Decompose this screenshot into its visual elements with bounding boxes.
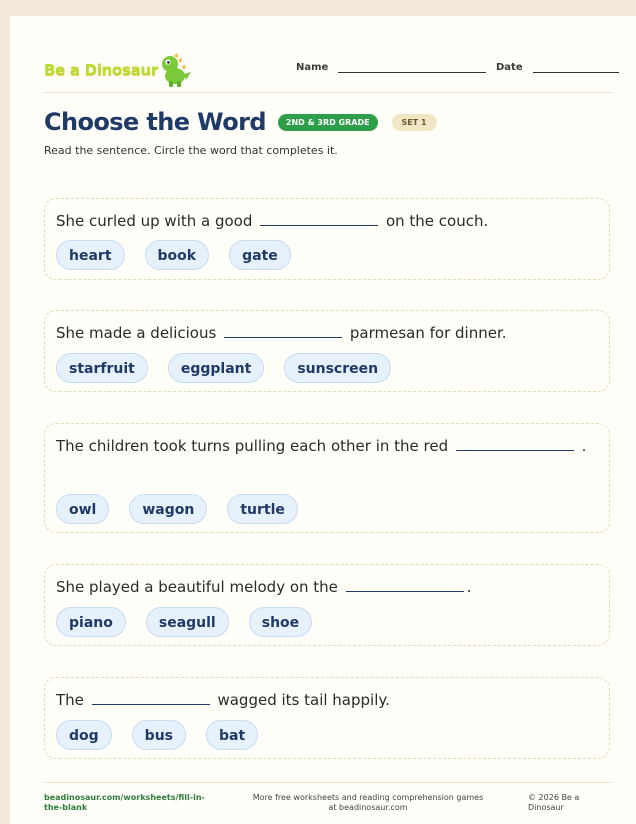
choice-list	[56, 494, 298, 524]
choice-pill[interactable]: piano	[56, 607, 126, 637]
choice-pill[interactable]: bus	[132, 720, 186, 750]
title-row	[44, 108, 437, 136]
choice-list	[56, 607, 312, 637]
question-sentence	[56, 321, 599, 345]
page-title: Choose the Word	[44, 108, 266, 136]
sentence-after: .	[581, 437, 587, 455]
answer-blank	[456, 436, 574, 451]
question-card	[44, 677, 610, 759]
sentence-before: She curled up with a good	[56, 212, 253, 230]
choice-list	[56, 720, 258, 750]
footer-promo: More free worksheets and reading comprehension games at beadinosaur.com	[252, 793, 484, 812]
grade-badge: 2ND & 3RD GRADE	[278, 114, 378, 131]
question-card	[44, 423, 610, 533]
choice-pill[interactable]: starfruit	[56, 353, 148, 383]
choice-pill[interactable]: sunscreen	[284, 353, 391, 383]
choice-pill[interactable]: turtle	[227, 494, 298, 524]
footer-url-link[interactable]: beadinosaur.com/worksheets/fill-in-the-blank	[44, 793, 205, 812]
sentence-before: The children took turns pulling each other in the red	[56, 437, 449, 455]
date-label: Date	[496, 62, 523, 73]
sentence-after: wagged its tail happily.	[217, 691, 390, 709]
name-label: Name	[296, 62, 329, 73]
choice-pill[interactable]: heart	[56, 240, 125, 270]
answer-blank	[92, 690, 210, 705]
choice-list	[56, 353, 391, 383]
choice-pill[interactable]: wagon	[129, 494, 207, 524]
choice-pill[interactable]: owl	[56, 494, 109, 524]
choice-pill[interactable]: dog	[56, 720, 112, 750]
set-badge: SET 1	[392, 114, 437, 131]
sentence-after: parmesan for dinner.	[349, 324, 507, 342]
answer-blank	[346, 577, 464, 592]
question-card	[44, 310, 610, 392]
dinosaur-icon	[154, 50, 194, 90]
question-card	[44, 564, 610, 646]
worksheet-footer	[44, 782, 612, 812]
choice-pill[interactable]: bat	[206, 720, 258, 750]
question-sentence	[56, 688, 599, 712]
sentence-before: She played a beautiful melody on the	[56, 578, 338, 596]
sentence-before: The	[56, 691, 84, 709]
choice-pill[interactable]: seagull	[146, 607, 229, 637]
name-field[interactable]	[296, 60, 486, 73]
sentence-before: She made a delicious	[56, 324, 217, 342]
answer-blank	[224, 323, 342, 338]
worksheet-page	[10, 16, 636, 824]
choice-pill[interactable]: book	[145, 240, 210, 270]
question-sentence	[56, 209, 599, 233]
choice-pill[interactable]: gate	[229, 240, 291, 270]
question-sentence	[56, 434, 599, 458]
question-sentence	[56, 575, 599, 599]
choice-pill[interactable]: shoe	[249, 607, 312, 637]
date-field[interactable]	[496, 60, 619, 73]
name-line[interactable]	[338, 60, 486, 73]
choice-pill[interactable]: eggplant	[168, 353, 264, 383]
answer-blank	[260, 211, 378, 226]
date-line[interactable]	[533, 60, 619, 73]
question-card	[44, 198, 610, 280]
instructions: Read the sentence. Circle the word that completes it.	[44, 144, 338, 157]
logo-text: Be a Dinosaur	[44, 61, 158, 79]
footer-copyright: © 2026 Be a Dinosaur	[528, 793, 580, 812]
choice-list	[56, 240, 291, 270]
worksheet-header	[44, 44, 612, 93]
sentence-after: on the couch.	[385, 212, 489, 230]
sentence-after: .	[466, 578, 472, 596]
brand-logo[interactable]	[44, 50, 194, 90]
